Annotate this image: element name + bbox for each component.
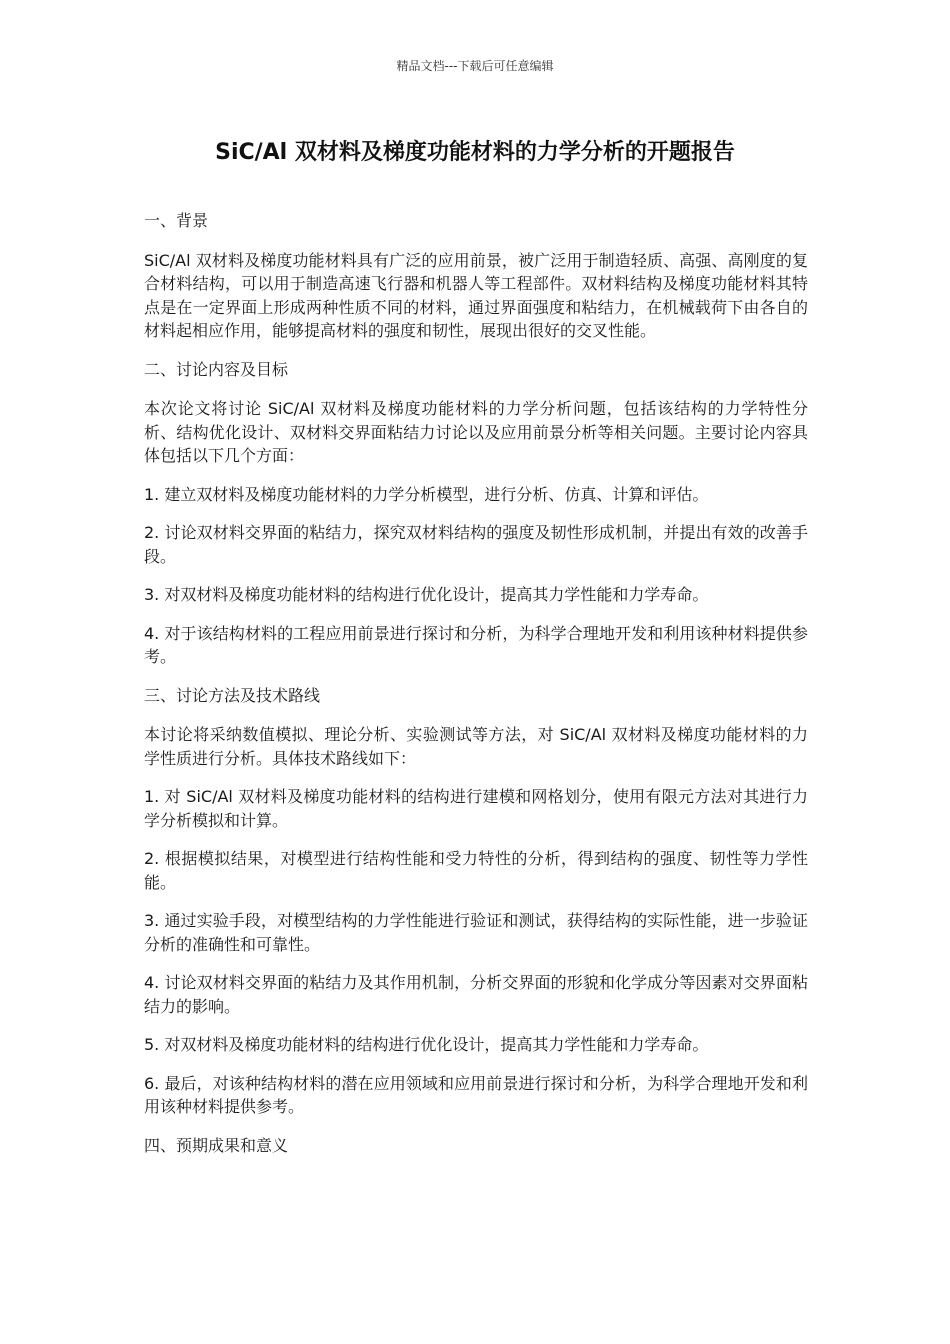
- methods-intro: 本讨论将采纳数值模拟、理论分析、实验测试等方法，对 SiC/Al 双材料及梯度功能材料的力学性质进行分析。具体技术路线如下：: [144, 725, 808, 768]
- document-body: [144, 209, 808, 1173]
- methods-item-5: 5. 对双材料及梯度功能材料的结构进行优化设计，提高其力学性能和力学寿命。: [144, 1035, 709, 1054]
- methods-item-4: 4. 讨论双材料交界面的粘结力及其作用机制，分析交界面的形貌和化学成分等因素对交界面粘结力的影响。: [144, 973, 808, 1016]
- section-heading-methods: 三、讨论方法及技术路线: [144, 685, 321, 705]
- methods-item-3: 3. 通过实验手段，对模型结构的力学性能进行验证和测试，获得结构的实际性能，进一步验证分析的准确性和可靠性。: [144, 911, 808, 954]
- background-paragraph: SiC/Al 双材料及梯度功能材料具有广泛的应用前景，被广泛用于制造轻质、高强、高刚度的复合材料结构，可以用于制造高速飞行器和机器人等工程部件。双材料结构及梯度功能材料其特点是在一定界面上形成两种性质不同的材料，通过界面强度和粘结力，在机械载荷下由各自的材料起相应作用，能够提高材料的强度和韧性，展现出很好的交叉性能。: [144, 250, 808, 340]
- methods-item-1: 1. 对 SiC/Al 双材料及梯度功能材料的结构进行建模和网格划分，使用有限元方法对其进行力学分析模拟和计算。: [144, 787, 808, 830]
- section-heading-content-goals: 二、讨论内容及目标: [144, 359, 289, 379]
- content-goals-item-4: 4. 对于该结构材料的工程应用前景进行探讨和分析，为科学合理地开发和利用该种材料提供参考。: [144, 623, 808, 666]
- content-goals-item-2: 2. 讨论双材料交界面的粘结力，探究双材料结构的强度及韧性形成机制，并提出有效的改善手段。: [144, 523, 808, 566]
- methods-item-6: 6. 最后，对该种结构材料的潜在应用领域和应用前景进行探讨和分析，为科学合理地开发和利用该种材料提供参考。: [144, 1073, 808, 1116]
- document-title: SiC/Al 双材料及梯度功能材料的力学分析的开题报告: [215, 140, 735, 165]
- content-goals-item-1: 1. 建立双材料及梯度功能材料的力学分析模型，进行分析、仿真、计算和评估。: [144, 484, 709, 504]
- methods-item-2: 2. 根据模拟结果，对模型进行结构性能和受力特性的分析，得到结构的强度、韧性等力学性能。: [144, 849, 808, 892]
- section-heading-background: 一、背景: [144, 211, 209, 230]
- section-heading-outcomes: 四、预期成果和意义: [144, 1135, 289, 1155]
- content-goals-intro: 本次论文将讨论 SiC/Al 双材料及梯度功能材料的力学分析问题，包括该结构的力学特性分析、结构优化设计、双材料交界面粘结力讨论以及应用前景分析等相关问题。主要讨论内容具体包括以下几个方面：: [144, 399, 808, 465]
- page-header-note: 精品文档---下载后可任意编辑: [396, 59, 554, 73]
- content-goals-item-3: 3. 对双材料及梯度功能材料的结构进行优化设计，提高其力学性能和力学寿命。: [144, 585, 709, 604]
